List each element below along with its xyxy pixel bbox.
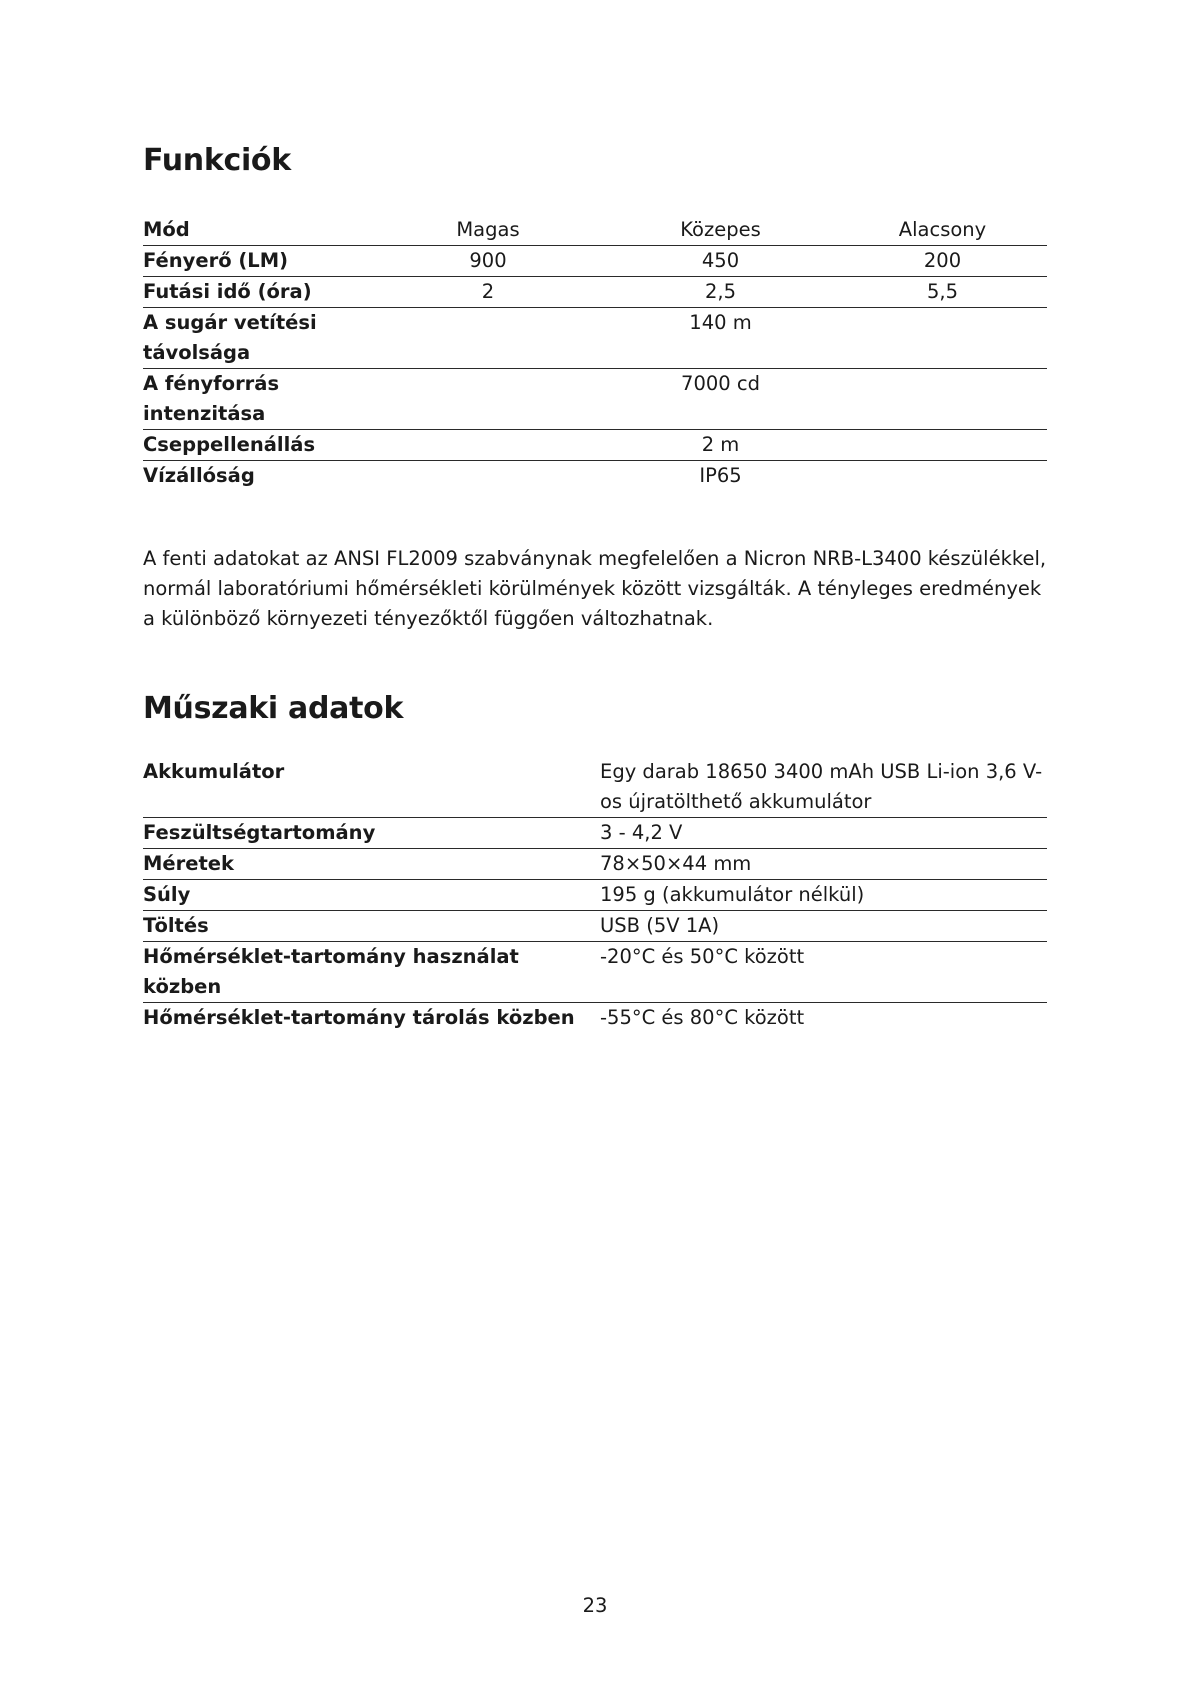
cell-value: 7000 cd <box>603 369 838 430</box>
cell-value: 195 g (akkumulátor nélkül) <box>600 880 1047 911</box>
cell-medium: 2,5 <box>603 277 838 308</box>
table-row <box>143 430 1047 461</box>
row-label: Akkumulátor <box>143 757 600 818</box>
cell-value: IP65 <box>699 464 742 487</box>
cell-value: USB (5V 1A) <box>600 911 1047 942</box>
table-row <box>143 880 1047 911</box>
specs-table <box>143 757 1047 1033</box>
cell-high: 2 <box>373 277 603 308</box>
cell-high: 900 <box>373 246 603 277</box>
table-row <box>143 942 1047 1003</box>
row-label: Súly <box>143 880 600 911</box>
cell-medium: 450 <box>603 246 838 277</box>
header-cell-mode: Mód <box>143 215 373 246</box>
row-label: Futási idő (óra) <box>143 277 373 308</box>
page-number: 23 <box>582 1594 608 1617</box>
table-row <box>143 461 1047 492</box>
cell-low: 5,5 <box>838 277 1047 308</box>
table-row <box>143 277 1047 308</box>
cell-value: 3 - 4,2 V <box>600 818 1047 849</box>
cell-value: 78×50×44 mm <box>600 849 1047 880</box>
cell-value: -20°C és 50°C között <box>600 942 1047 1003</box>
table-row <box>143 818 1047 849</box>
table-row <box>143 308 1047 369</box>
section-heading-specs: Műszaki adatok <box>143 691 404 726</box>
header-cell-high: Magas <box>373 215 603 246</box>
table-row <box>143 246 1047 277</box>
row-label: Fényerő (LM) <box>143 246 373 277</box>
row-label: A fényforrás intenzitása <box>143 369 373 430</box>
row-label: Méretek <box>143 849 600 880</box>
header-cell-low: Alacsony <box>838 215 1047 246</box>
table-row <box>143 757 1047 818</box>
cell-value: -55°C és 80°C között <box>600 1006 805 1029</box>
row-label: Vízállóság <box>143 464 255 487</box>
header-cell-medium: Közepes <box>603 215 838 246</box>
row-label: Cseppellenállás <box>143 430 373 461</box>
table-row <box>143 911 1047 942</box>
table-row <box>143 849 1047 880</box>
row-label: Hőmérséklet-tartomány tárolás közben <box>143 1006 575 1029</box>
cell-value: 140 m <box>603 308 838 369</box>
cell-value: 2 m <box>603 430 838 461</box>
row-label: Feszültségtartomány <box>143 818 600 849</box>
functions-table <box>143 215 1047 491</box>
row-label: A sugár vetítési távolsága <box>143 308 373 369</box>
cell-value: Egy darab 18650 3400 mAh USB Li-ion 3,6 V-os újratölthető akkumulátor <box>600 757 1047 818</box>
row-label: Hőmérséklet-tartomány használat közben <box>143 942 600 1003</box>
table-header-row <box>143 215 1047 246</box>
cell-low: 200 <box>838 246 1047 277</box>
table-row <box>143 1003 1047 1034</box>
test-conditions-note: A fenti adatokat az ANSI FL2009 szabványnak megfelelően a Nicron NRB-L3400 készülékkel, normál laboratóriumi hőmérsékleti körülmények között vizsgálták. A tényleges eredmények a különböző környezeti tényezőktől függően változhatnak. <box>143 547 1047 630</box>
table-row <box>143 369 1047 430</box>
row-label: Töltés <box>143 911 600 942</box>
section-heading-functions: Funkciók <box>143 143 291 178</box>
